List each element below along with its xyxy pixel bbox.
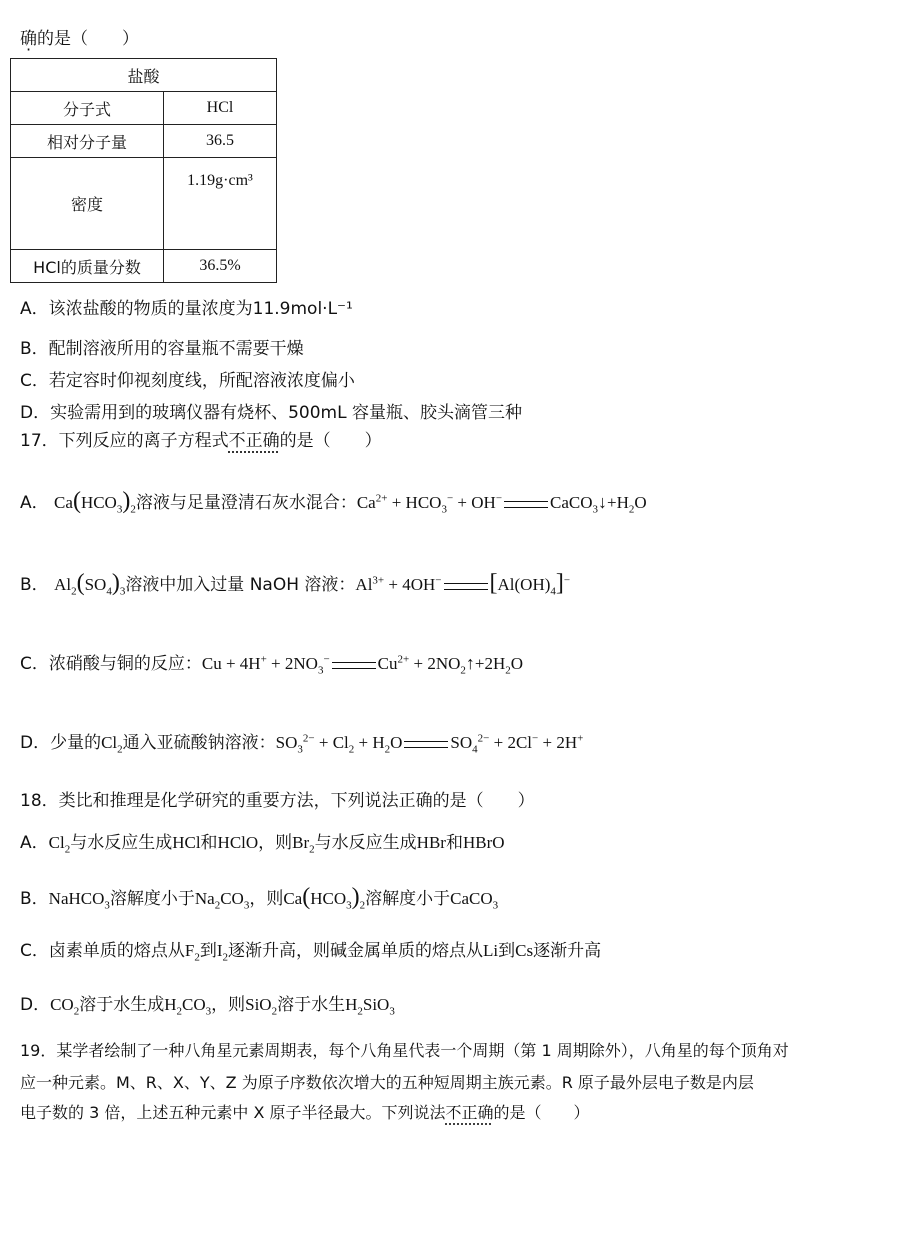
q18-option-a: A．$Cl_2$与水反应生成HCl和HClO，则$Br_2$与水反应生成HBr和HBrO	[20, 833, 505, 856]
table-value: 36.5	[164, 125, 277, 158]
table-label: 相对分子量	[11, 125, 164, 158]
table-label: HCl的质量分数	[11, 250, 164, 283]
table-label: 分子式	[11, 92, 164, 125]
q18-option-d: D．$CO_2$溶于水生成$H_2CO_3$，则SiO$_2$溶于水生$H_2SiO_3$	[20, 995, 395, 1018]
q16-option-b: B．配制溶液所用的容量瓶不需要干燥	[20, 339, 304, 359]
q18-stem: 18．类比和推理是化学研究的重要方法，下列说法正确的是（ ）	[20, 791, 535, 811]
table-value: HCl	[164, 92, 277, 125]
q19-line-1: 19．某学者绘制了一种八角星元素周期表，每个八角星代表一个周期（第 1 周期除外），八角星的每个顶角对	[20, 1041, 789, 1060]
table-title: 盐酸	[11, 59, 277, 92]
q16-option-d: D．实验需用到的玻璃仪器有烧杯、500mL 容量瓶、胶头滴管三种	[20, 403, 522, 423]
emphasis-text: 不正确	[228, 431, 280, 451]
q17-option-b: B． $Al_2(SO_4)_3$溶液中加入过量 NaOH 溶液：$Al^{3+} + 4OH^-$ $[Al(OH)_4]^-$	[20, 570, 571, 598]
table-value: 36.5%	[164, 250, 277, 283]
ionic-equation: $SO_3^{2-} + Cl_2 + H_2O$ $SO_4^{2-} + 2Cl^- + 2H^+$	[275, 732, 584, 756]
hydrochloric-acid-table	[10, 58, 277, 283]
q18-option-b: B．NaHCO$_3$溶解度小于$Na_2CO_3$，则$Ca(HCO_3)_2$溶解度小于CaCO$_3$	[20, 884, 499, 912]
q17-stem: 17．下列反应的离子方程式不正确的是（ ）	[20, 431, 382, 451]
q16-option-a: A．该浓盐酸的物质的量浓度为11.9mol·L⁻¹	[20, 299, 353, 319]
table-value: 1.19g·cm³	[164, 158, 277, 250]
q16-stem-tail: 确的是（ ）	[20, 29, 139, 49]
table-label: 密度	[11, 158, 164, 250]
formula: $Al_2(SO_4)_3$	[54, 570, 126, 598]
q19-line-2: 应一种元素。M、R、X、Y、Z 为原子序数依次增大的五种短周期主族元素。R 原子最外层电子数是内层	[20, 1073, 754, 1092]
ionic-equation: $Al^{3+} + 4OH^-$ $[Al(OH)_4]^-$	[355, 570, 571, 598]
q16-option-c: C．若定容时仰视刻度线，所配溶液浓度偏小	[20, 371, 355, 391]
emphasis-char: 确	[20, 29, 37, 49]
q17-option-c: C．浓硝酸与铜的反应：$Cu + 4H^+ + 2NO_3^-$ $Cu^{2+}$ + $2NO_2↑+2H_2O$	[20, 653, 524, 677]
ionic-equation: $Ca^{2+} + HCO_3^- + OH^-$ $CaCO_3↓+H_2O$	[356, 492, 647, 516]
q17-option-a: A． $Ca(HCO_3)_2$溶液与足量澄清石灰水混合：$Ca^{2+} + HCO_3^- + OH^-$ $CaCO_3↓+H_2O$	[20, 488, 647, 516]
q17-option-d: D．少量的$Cl_2$通入亚硫酸钠溶液：$SO_3^{2-} + Cl_2 + H_2O$ $SO_4^{2-} + 2Cl^- + 2H^+$	[20, 732, 584, 756]
formula: $Ca(HCO_3)_2$	[54, 488, 136, 516]
q18-option-c: C．卤素单质的熔点从$F_2$到$I_2$逐渐升高，则碱金属单质的熔点从Li到Cs逐渐升高	[20, 941, 602, 964]
q19-line-3: 电子数的 3 倍，上述五种元素中 X 原子半径最大。下列说法不正确的是（ ）	[20, 1103, 590, 1122]
ionic-equation: $Cu + 4H^+ + 2NO_3^-$ $Cu^{2+}$ + $2NO_2↑+2H_2O$	[201, 653, 524, 677]
emphasis-text: 不正确	[445, 1103, 494, 1122]
